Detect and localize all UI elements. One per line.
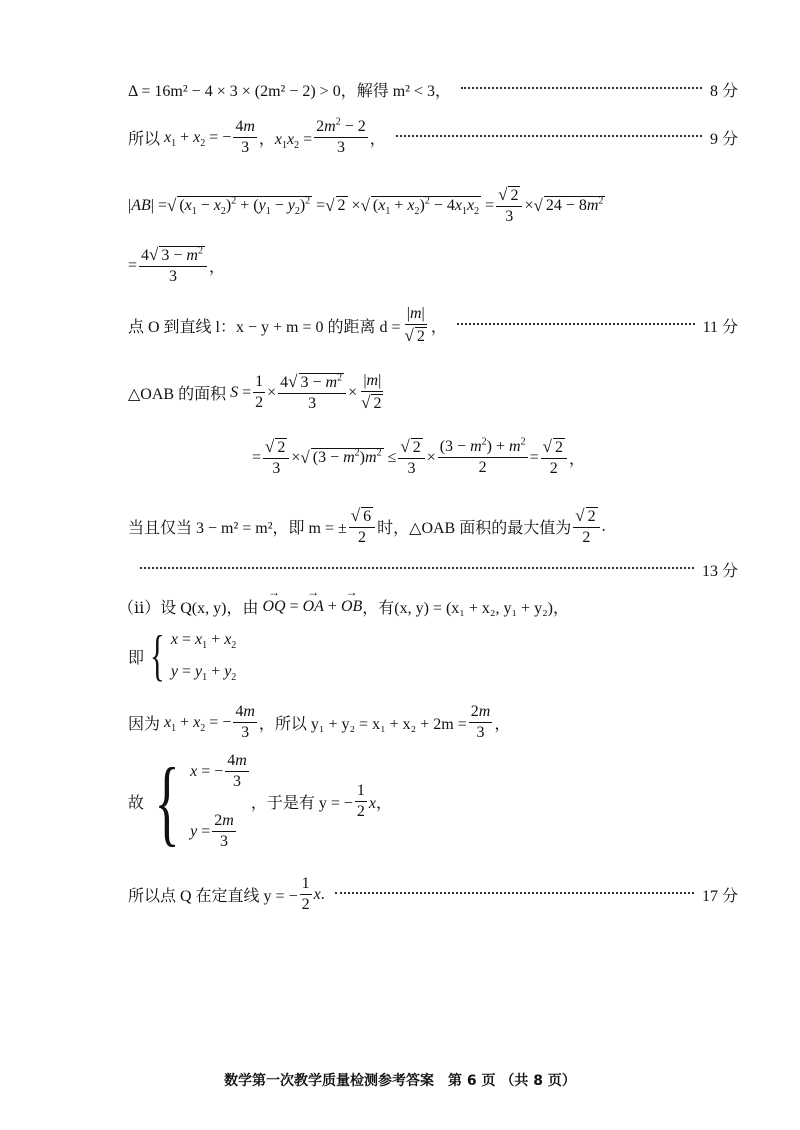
system-prefix: 即 [128,649,145,667]
line-conclusion: 所以点 Q 在定直线 y = − $\frac{1}{2}$ x. 17 分 [128,875,738,914]
dot-leader [140,566,694,569]
line-sum: 因为 $x_1 + x_2$ = − $\frac{4m}{3}$ ，所以 y₁ + y₂ = x₁ + x₂ + 2m = $\frac{2m}{3}$ ， [128,703,511,742]
page-footer: 数学第一次教学质量检测参考答案 第 6 页 （共 8 页） [224,1073,576,1089]
sum-prefix: 因为 [128,716,161,734]
system2-mid: ，于是有 y = − [250,795,353,813]
line-system-2: 故 { x = − $\frac{4m}{3}$ y = $\frac{2m}{3}$ ，于是有 y = − $\frac{1}{2}$ x， [128,747,392,855]
score-11: 11 分 [702,319,738,337]
conclusion-text: 所以点 Q 在定直线 y = − [128,888,298,906]
equality-text-2: 时，△OAB 面积的最大值为 [377,520,572,538]
line-chord-result: = $\frac{4√ 3 - m^2}{3}$ ， [128,245,225,286]
left-brace: { [154,747,180,855]
part-ii-text: （ⅱ）设 Q(x, y)，由 [118,600,259,617]
equality-text: 当且仅当 3 − m² = m²，即 m = ± [128,520,347,538]
dot-leader [457,322,695,325]
score-13: 13 分 [701,563,738,580]
left-brace: { [150,625,165,687]
line-area: △OAB 的面积 S = $\frac{1}{2}$ × $\frac{4√ 3 - m^2}{3}$ × $\frac{|m|}{√ 2}$ [128,372,382,413]
score-9: 9 分 [709,131,738,149]
vieta-prefix: 所以 [128,131,161,149]
discriminant-expression: Δ = 16m² − 4 × 3 × (2m² − 2) > 0，解得 m² < 3， [128,83,451,100]
line-system-1: 即 { $x = x_1 + x_2$ $y = y_1 + y_2$ [128,625,237,687]
line-equality: 当且仅当 3 − m² = m²，即 m = ± $\frac{√ 6}{2}$ 时，△OAB 面积的最大值为 $\frac{√ 2}{2}$ . [128,506,606,547]
score-8: 8 分 [709,83,738,100]
dot-leader [461,86,702,89]
part-ii-text-2: ，有(x, y) = (x₁ + x₂, y₁ + y₂)， [362,600,569,617]
line-area-bound: = $\frac{√ 2}{3}$ × √ $(3 - m^2)m^2$ ≤ $\frac{√ 2}{3}$ × $\frac{(3 - m^2) + m^2}{2}$ = $\frac{√ 2}{2}$ ， [252,436,585,478]
line-distance: 点 O 到直线 l：x − y + m = 0 的距离 d = $\frac{|m|}{√ 2}$ ， 11 分 [128,305,738,346]
line-part-ii: （ⅱ）设 Q(x, y)，由 → OQ = → OA + → OB ，有(x, y) = (x₁ + x₂, y₁ + y₂)， [118,595,738,618]
dot-leader [335,891,694,894]
distance-prefix: 点 O 到直线 l：x − y + m = 0 的距离 d = [128,319,401,337]
line-vieta: 所以 $x_1 + x_2$ = − $\frac{4m}{3}$ ，$x_1x_2$ = $\frac{2m^2 - 2}{3}$ ， 9 分 [128,116,738,157]
system2-prefix: 故 [128,795,145,813]
score-17: 17 分 [701,888,738,906]
dot-leader [396,134,702,137]
line-discriminant [128,78,738,101]
sum-mid: ，所以 y₁ + y₂ = x₁ + x₂ + 2m = [258,716,467,734]
line-chord-length: |AB| = √ $(x_1 - x_2)^2 + (y_1 - y_2)^2$ = √ 2 × √ $(x_1 + x_2)^2 - 4x_1x_2$ = $\frac{√ 2}{3}$ × √ $24 - 8m^2$ [128,185,604,226]
line-score-13 [128,558,738,581]
area-prefix: △OAB 的面积 [128,386,227,404]
